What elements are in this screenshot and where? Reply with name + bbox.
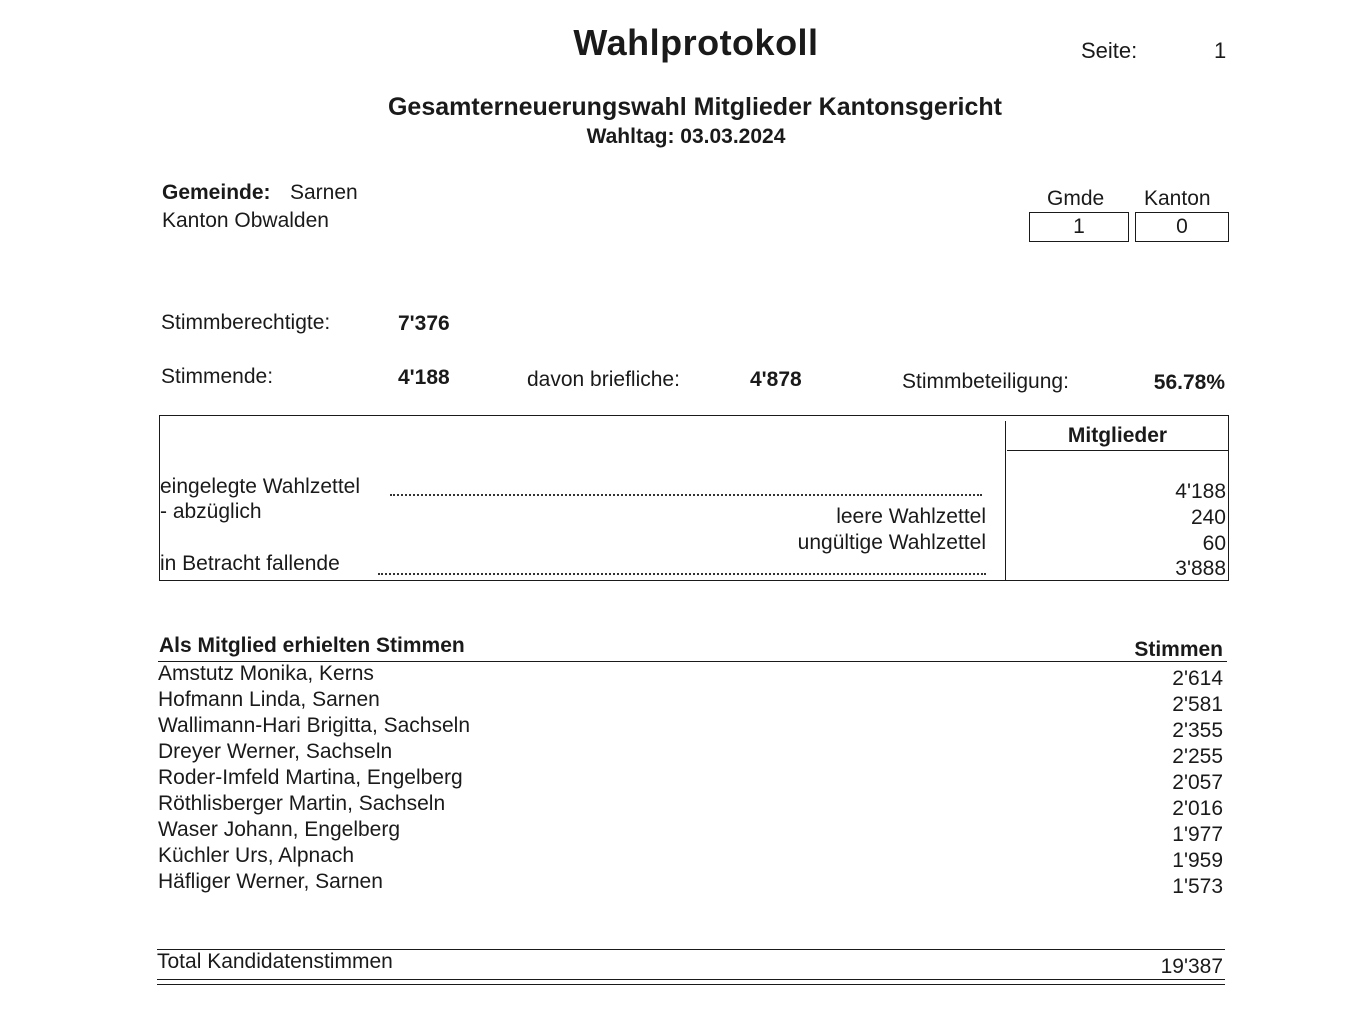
members-column-header: Mitglieder bbox=[1067, 424, 1168, 447]
results-section-title: Als Mitglied erhielten Stimmen bbox=[159, 634, 465, 657]
candidate-votes: 2'614 bbox=[1172, 667, 1223, 690]
candidate-name: Amstutz Monika, Kerns bbox=[158, 662, 374, 685]
dot-leader bbox=[390, 494, 982, 496]
canton-name: Kanton Obwalden bbox=[162, 209, 329, 232]
candidate-name: Hofmann Linda, Sarnen bbox=[158, 688, 380, 711]
document-title: Wahlprotokoll bbox=[573, 22, 819, 63]
ballot-row-label: in Betracht fallende bbox=[160, 552, 340, 575]
voters-label: Stimmende: bbox=[161, 365, 274, 388]
kanton-code-box: 0 bbox=[1135, 212, 1229, 242]
candidate-name: Waser Johann, Engelberg bbox=[158, 818, 401, 841]
page-label: Seite: bbox=[1081, 38, 1138, 63]
turnout-label: Stimmbeteiligung: bbox=[902, 370, 1069, 393]
ballot-row-value: 4'188 bbox=[1175, 480, 1226, 503]
dot-leader bbox=[378, 573, 986, 575]
ballot-row-value: 3'888 bbox=[1175, 557, 1226, 580]
candidate-name: Dreyer Werner, Sachseln bbox=[158, 740, 393, 763]
candidate-name: Häfliger Werner, Sarnen bbox=[158, 870, 383, 893]
candidate-votes: 1'977 bbox=[1172, 823, 1223, 846]
postal-label: davon briefliche: bbox=[527, 368, 680, 391]
candidate-name: Roder-Imfeld Martina, Engelberg bbox=[158, 766, 463, 789]
ballot-row-label: - abzüglich bbox=[160, 500, 262, 523]
candidate-votes: 2'355 bbox=[1172, 719, 1223, 742]
ballot-row-label: ungültige Wahlzettel bbox=[797, 531, 986, 554]
candidate-name: Röthlisberger Martin, Sachseln bbox=[158, 792, 446, 815]
candidate-votes: 2'016 bbox=[1172, 797, 1223, 820]
candidate-name: Küchler Urs, Alpnach bbox=[158, 844, 355, 867]
table-divider bbox=[1005, 421, 1006, 581]
total-value: 19'387 bbox=[1160, 955, 1223, 978]
candidate-votes: 1'573 bbox=[1172, 875, 1223, 898]
voters-value: 4'188 bbox=[398, 366, 450, 389]
ballot-row-label: leere Wahlzettel bbox=[836, 505, 986, 528]
ballot-row-value: 240 bbox=[1190, 506, 1226, 529]
eligible-label: Stimmberechtigte: bbox=[161, 311, 331, 334]
gmde-label: Gmde bbox=[1047, 187, 1105, 210]
turnout-value: 56.78% bbox=[1153, 371, 1225, 394]
candidate-votes: 2'057 bbox=[1172, 771, 1223, 794]
page-number: 1 bbox=[1214, 38, 1227, 63]
candidate-votes: 1'959 bbox=[1172, 849, 1223, 872]
municipality-name: Sarnen bbox=[290, 181, 358, 204]
candidate-votes: 2'581 bbox=[1172, 693, 1223, 716]
total-double-rule-1 bbox=[157, 979, 1225, 980]
ballot-row-label: eingelegte Wahlzettel bbox=[160, 475, 361, 498]
table-header-rule bbox=[1007, 450, 1228, 451]
eligible-value: 7'376 bbox=[398, 312, 450, 335]
postal-value: 4'878 bbox=[750, 368, 802, 391]
candidate-votes: 2'255 bbox=[1172, 745, 1223, 768]
gmde-code-box: 1 bbox=[1029, 212, 1129, 242]
total-label: Total Kandidatenstimmen bbox=[157, 950, 393, 973]
votes-column-header: Stimmen bbox=[1134, 638, 1223, 661]
election-subtitle: Gesamterneuerungswahl Mitglieder Kantonsgericht bbox=[387, 93, 1002, 121]
total-double-rule-2 bbox=[157, 984, 1225, 985]
ballot-row-value: 60 bbox=[1202, 532, 1226, 555]
candidate-name: Wallimann-Hari Brigitta, Sachseln bbox=[158, 714, 470, 737]
municipality-label: Gemeinde: bbox=[162, 181, 271, 204]
kanton-label: Kanton bbox=[1144, 187, 1211, 210]
election-day: Wahltag: 03.03.2024 bbox=[586, 125, 786, 148]
